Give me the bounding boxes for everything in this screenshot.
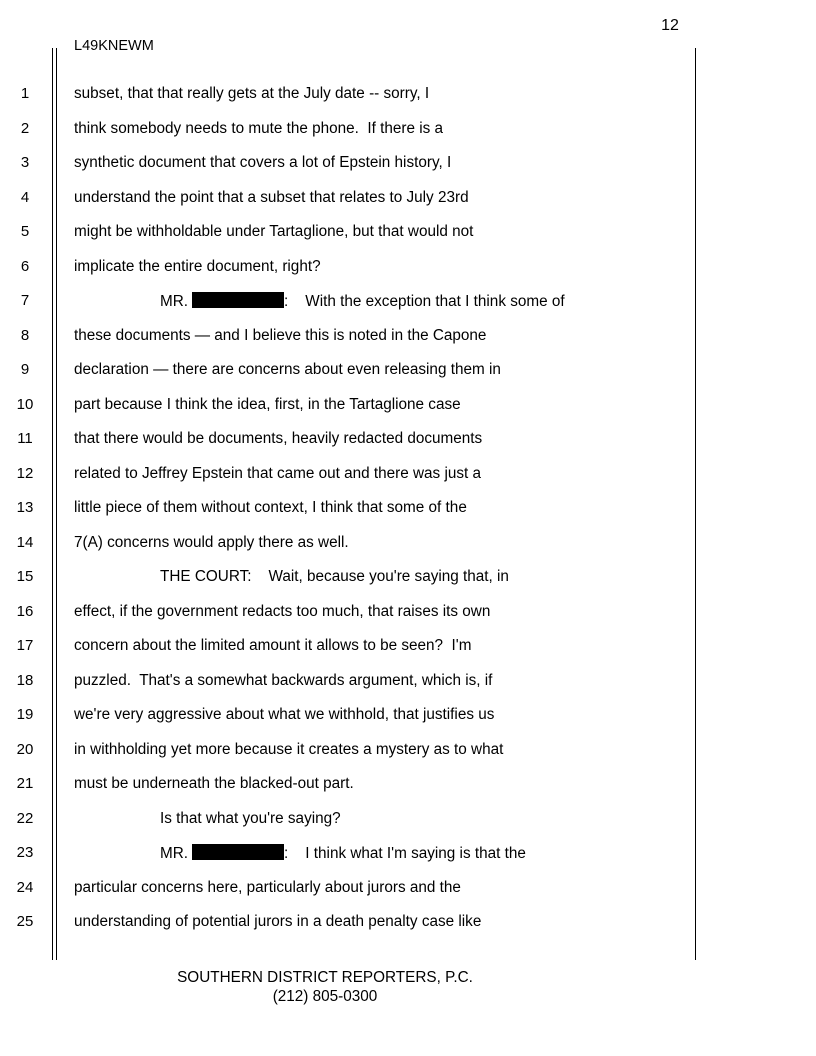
line-number: 17 [16,637,34,654]
transcript-line: subset, that that really gets at the July date -- sorry, I [74,85,430,102]
line-number: 25 [16,913,34,930]
transcript-line: part because I think the idea, first, in the Tartaglione case [74,395,461,413]
line-number: 8 [20,326,30,344]
transcript-line: think somebody needs to mute the phone. If there is a [74,119,444,137]
transcript-line: little piece of them without context, I think that some of the [74,499,467,516]
line-number: 21 [16,775,34,792]
page-number: 12 [661,17,679,34]
transcript-line: in withholding yet more because it creates a mystery as to what [74,740,504,758]
line-number: 13 [16,499,34,516]
line-number: 2 [20,119,30,137]
redaction-box [192,292,284,308]
transcript-line: synthetic document that covers a lot of Epstein history, I [74,154,452,171]
transcript-line: might be withholdable under Tartaglione, but that would not [74,223,474,240]
transcript-line: we're very aggressive about what we withhold, that justifies us [74,706,495,723]
footer [100,968,550,1006]
transcript-line: Is that what you're saying? [160,809,341,827]
line-number: 5 [20,223,30,240]
line-number: 9 [20,361,30,378]
transcript-line: these documents — and I believe this is noted in the Capone [74,326,487,344]
line-number: 23 [16,844,34,861]
transcript-line: related to Jeffrey Epstein that came out and there was just a [74,464,482,482]
transcript-line: declaration — there are concerns about even releasing them in [74,361,501,378]
transcript-line: must be underneath the blacked-out part. [74,775,354,792]
transcript-line: puzzled. That's a somewhat backwards argument, which is, if [74,671,493,689]
transcript-line: that there would be documents, heavily redacted documents [74,430,483,447]
transcript-line: particular concerns here, particularly about jurors and the [74,878,461,896]
transcript-line: understanding of potential jurors in a death penalty case like [74,913,482,930]
left-margin-rule-outer [52,48,53,960]
transcript-line: 7(A) concerns would apply there as well. [74,533,349,551]
speaker-label: MR. [160,845,189,862]
case-id: L49KNEWM [74,38,154,54]
speaker-label: MR. [160,293,189,310]
footer-company: SOUTHERN DISTRICT REPORTERS, P.C. [177,969,473,986]
line-number: 11 [17,430,33,447]
speaker-line [160,844,526,863]
line-number: 20 [16,740,34,758]
transcript-line: effect, if the government redacts too much, that raises its own [74,602,491,620]
line-number: 7 [20,292,30,309]
line-number: 3 [20,154,30,171]
right-margin-rule [695,48,696,960]
line-number: 16 [16,602,34,620]
line-number: 14 [16,533,34,551]
line-number: 24 [16,878,34,896]
speaker-line: THE COURT: Wait, because you're saying that, in [160,568,509,585]
speaker-line [160,292,565,311]
footer-phone: (212) 805-0300 [272,988,378,1005]
line-number: 10 [16,395,34,413]
line-number: 1 [20,85,30,102]
transcript-line: concern about the limited amount it allows to be seen? I'm [74,637,472,654]
transcript-line: understand the point that a subset that relates to July 23rd [74,188,469,206]
line-number: 12 [16,464,34,482]
line-number: 6 [20,257,30,275]
speaker-text: : With the exception that I think some of [284,293,565,310]
line-number: 22 [16,809,34,827]
speaker-text: : I think what I'm saying is that the [284,845,526,862]
line-number: 19 [16,706,34,723]
line-number: 4 [20,188,30,206]
line-number: 15 [16,568,34,585]
transcript-line: implicate the entire document, right? [74,257,321,275]
line-number: 18 [16,671,34,689]
redaction-box [192,844,284,860]
left-margin-rule-inner [56,48,57,960]
